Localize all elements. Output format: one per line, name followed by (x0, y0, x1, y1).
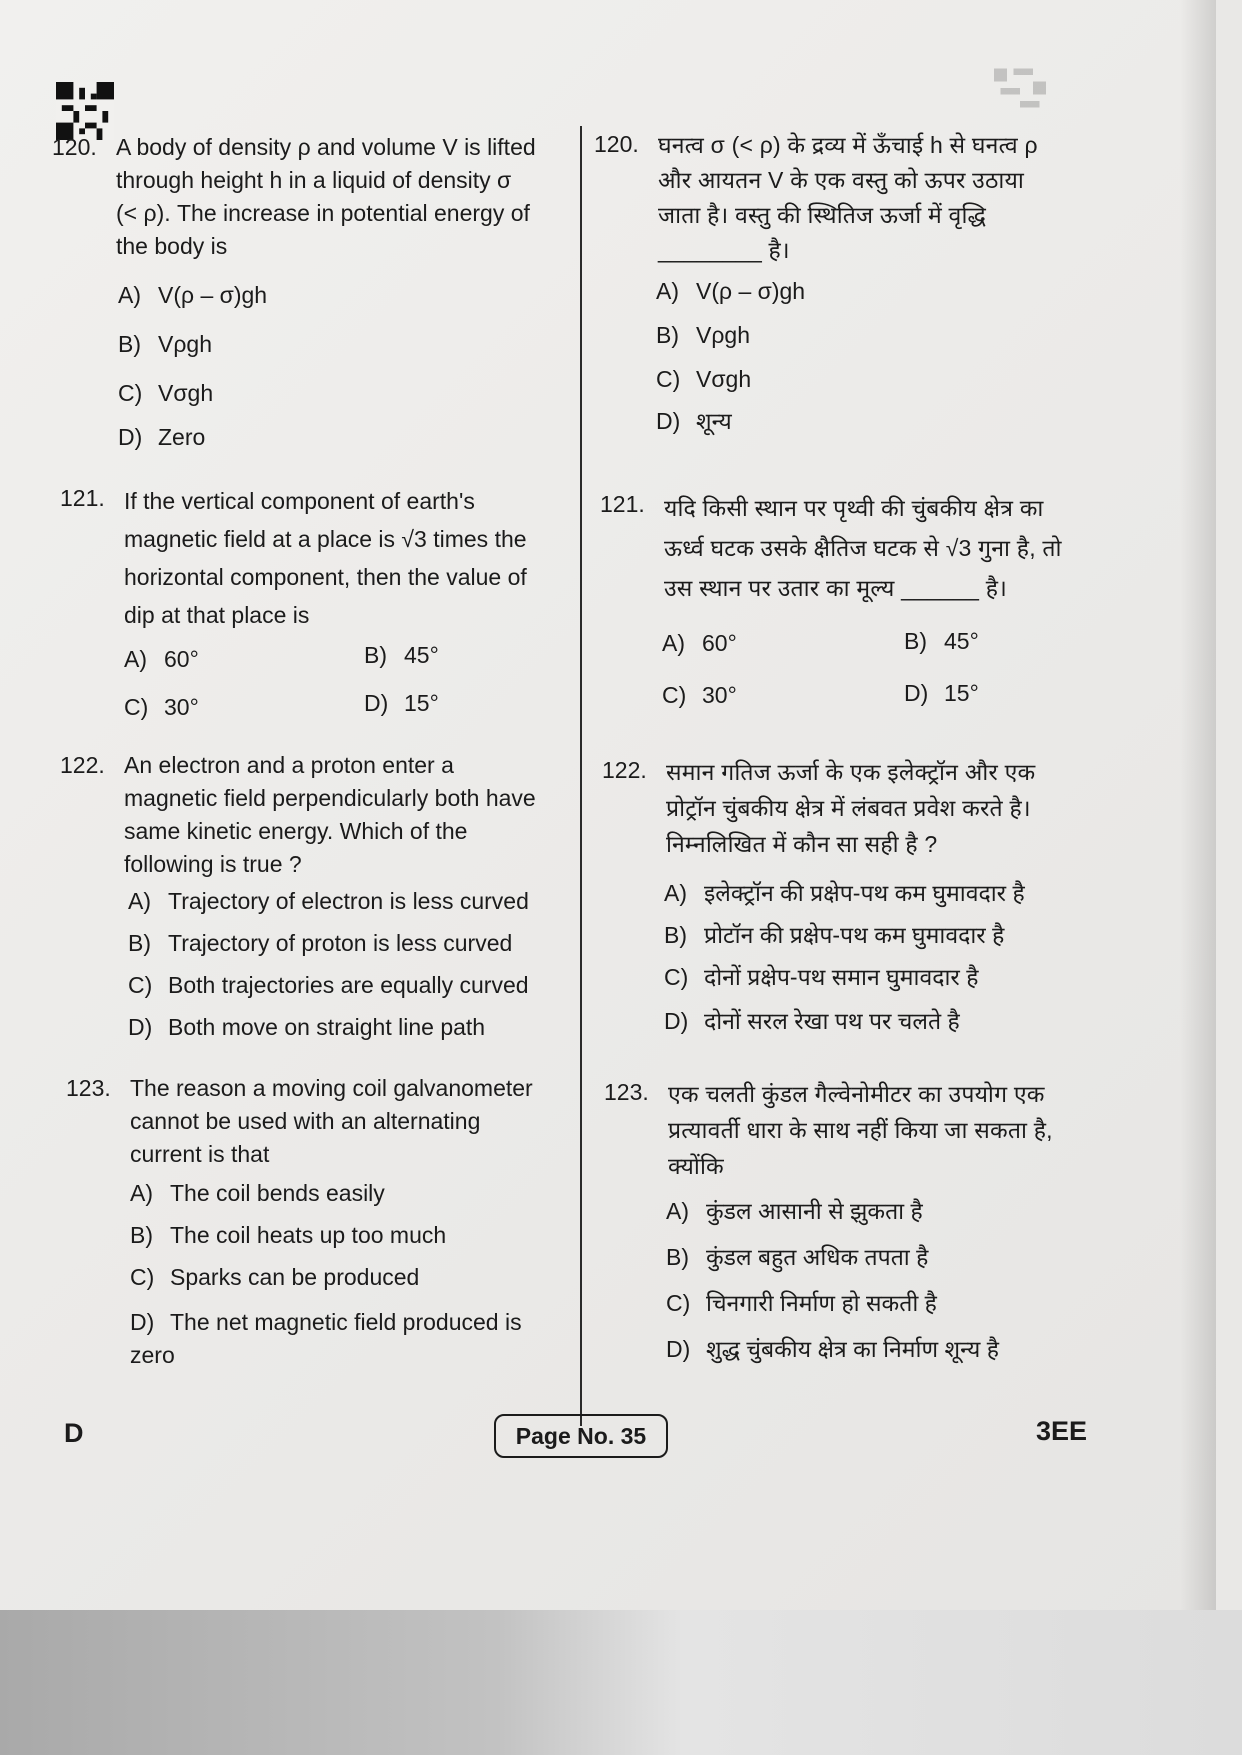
option-d: D) 15° (904, 680, 979, 706)
option-b: B) 45° (364, 642, 439, 668)
option-b: B) Vρgh (656, 322, 751, 348)
question-stem: An electron and a proton enter a magnetic field perpendicularly both have same kinetic energy. Which of the following is true ? (124, 752, 536, 877)
option-d: D) शून्य (656, 408, 732, 434)
column-divider (580, 126, 582, 1426)
option-c: C) दोनों प्रक्षेप-पथ समान घुमावदार है (664, 964, 979, 990)
question-number: 120. (594, 131, 639, 157)
option-a: A) 60° (662, 630, 737, 656)
option-a: A) कुंडल आसानी से झुकता है (666, 1198, 923, 1224)
option-d: D) Both move on straight line path (128, 1014, 486, 1040)
option-b: B) Trajectory of proton is less curved (128, 930, 513, 956)
booklet-set-label: D (64, 1418, 84, 1448)
option-d: D) शुद्ध चुंबकीय क्षेत्र का निर्माण शून्य है (666, 1336, 999, 1362)
option-a: A) Trajectory of electron is less curved (128, 888, 529, 914)
question-stem: If the vertical component of earth's magnetic field at a place is √3 times the horizontal component, then the value of dip at that place is (124, 488, 527, 628)
option-c: C) Both trajectories are equally curved (128, 972, 529, 998)
question-stem: समान गतिज ऊर्जा के एक इलेक्ट्रॉन और एक प्रोट्रॉन चुंबकीय क्षेत्र में लंबवत प्रवेश करते है। निम्नलिखित में कौन सा सही है ? (666, 759, 1036, 857)
question-stem: एक चलती कुंडल गैल्वेनोमीटर का उपयोग एक प्रत्यावर्ती धारा के साथ नहीं किया जा सकता है, क्योंकि (668, 1081, 1053, 1179)
option-d: D) 15° (364, 690, 439, 716)
option-d: D) The net magnetic field produced is zero (130, 1309, 522, 1368)
option-c: C) 30° (124, 694, 199, 720)
option-c: C) Vσgh (656, 366, 752, 392)
option-c: C) चिनगारी निर्माण हो सकती है (666, 1290, 937, 1316)
question-number: 123. (66, 1075, 111, 1101)
option-a: A) V(ρ – σ)gh (118, 282, 268, 308)
option-a: A) V(ρ – σ)gh (656, 278, 806, 304)
question-number: 123. (604, 1079, 649, 1105)
question-number: 121. (600, 491, 645, 517)
page-number-box: Page No. 35 (494, 1414, 668, 1458)
question-stem: The reason a moving coil galvanometer cannot be used with an alternating current is that (130, 1075, 533, 1167)
question-stem: यदि किसी स्थान पर पृथ्वी की चुंबकीय क्षेत्र का ऊर्ध्व घटक उसके क्षैतिज घटक से √3 गुना है, तो उस स्थान पर उतार का मूल्य ______ है। (664, 495, 1062, 601)
option-b: B) The coil heats up too much (130, 1222, 447, 1248)
watermark-stamp-icon (986, 62, 1054, 114)
option-b: B) Vρgh (118, 331, 213, 357)
question-number: 120. (52, 134, 97, 160)
question-number: 122. (602, 757, 647, 783)
option-b: B) प्रोटॉन की प्रक्षेप-पथ कम घुमावदार है (664, 922, 1005, 948)
question-number: 121. (60, 485, 105, 511)
question-stem: A body of density ρ and volume V is lifted through height h in a liquid of density σ (< ρ). The increase in potential energy of the body is (116, 134, 536, 259)
page-edge-shadow (1180, 0, 1216, 1610)
option-b: B) कुंडल बहुत अधिक तपता है (666, 1244, 929, 1270)
option-d: D) Zero (118, 424, 206, 450)
question-stem: घनत्व σ (< ρ) के द्रव्य में ऊँचाई h से घनत्व ρ और आयतन V के एक वस्तु को ऊपर उठाया जाता है। वस्तु की स्थितिज ऊर्जा में वृद्धि ________ है। (658, 132, 1038, 263)
option-c: C) Vσgh (118, 380, 214, 406)
option-a: A) 60° (124, 646, 199, 672)
option-b: B) 45° (904, 628, 979, 654)
question-number: 122. (60, 752, 105, 778)
paper-code-label: 3EE (1036, 1416, 1088, 1446)
option-a: A) इलेक्ट्रॉन की प्रक्षेप-पथ कम घुमावदार है (664, 880, 1025, 906)
option-c: C) 30° (662, 682, 737, 708)
option-a: A) The coil bends easily (130, 1180, 385, 1206)
scanner-background (0, 1610, 1242, 1755)
option-c: C) Sparks can be produced (130, 1264, 420, 1290)
option-d: D) दोनों सरल रेखा पथ पर चलते है (664, 1008, 960, 1034)
